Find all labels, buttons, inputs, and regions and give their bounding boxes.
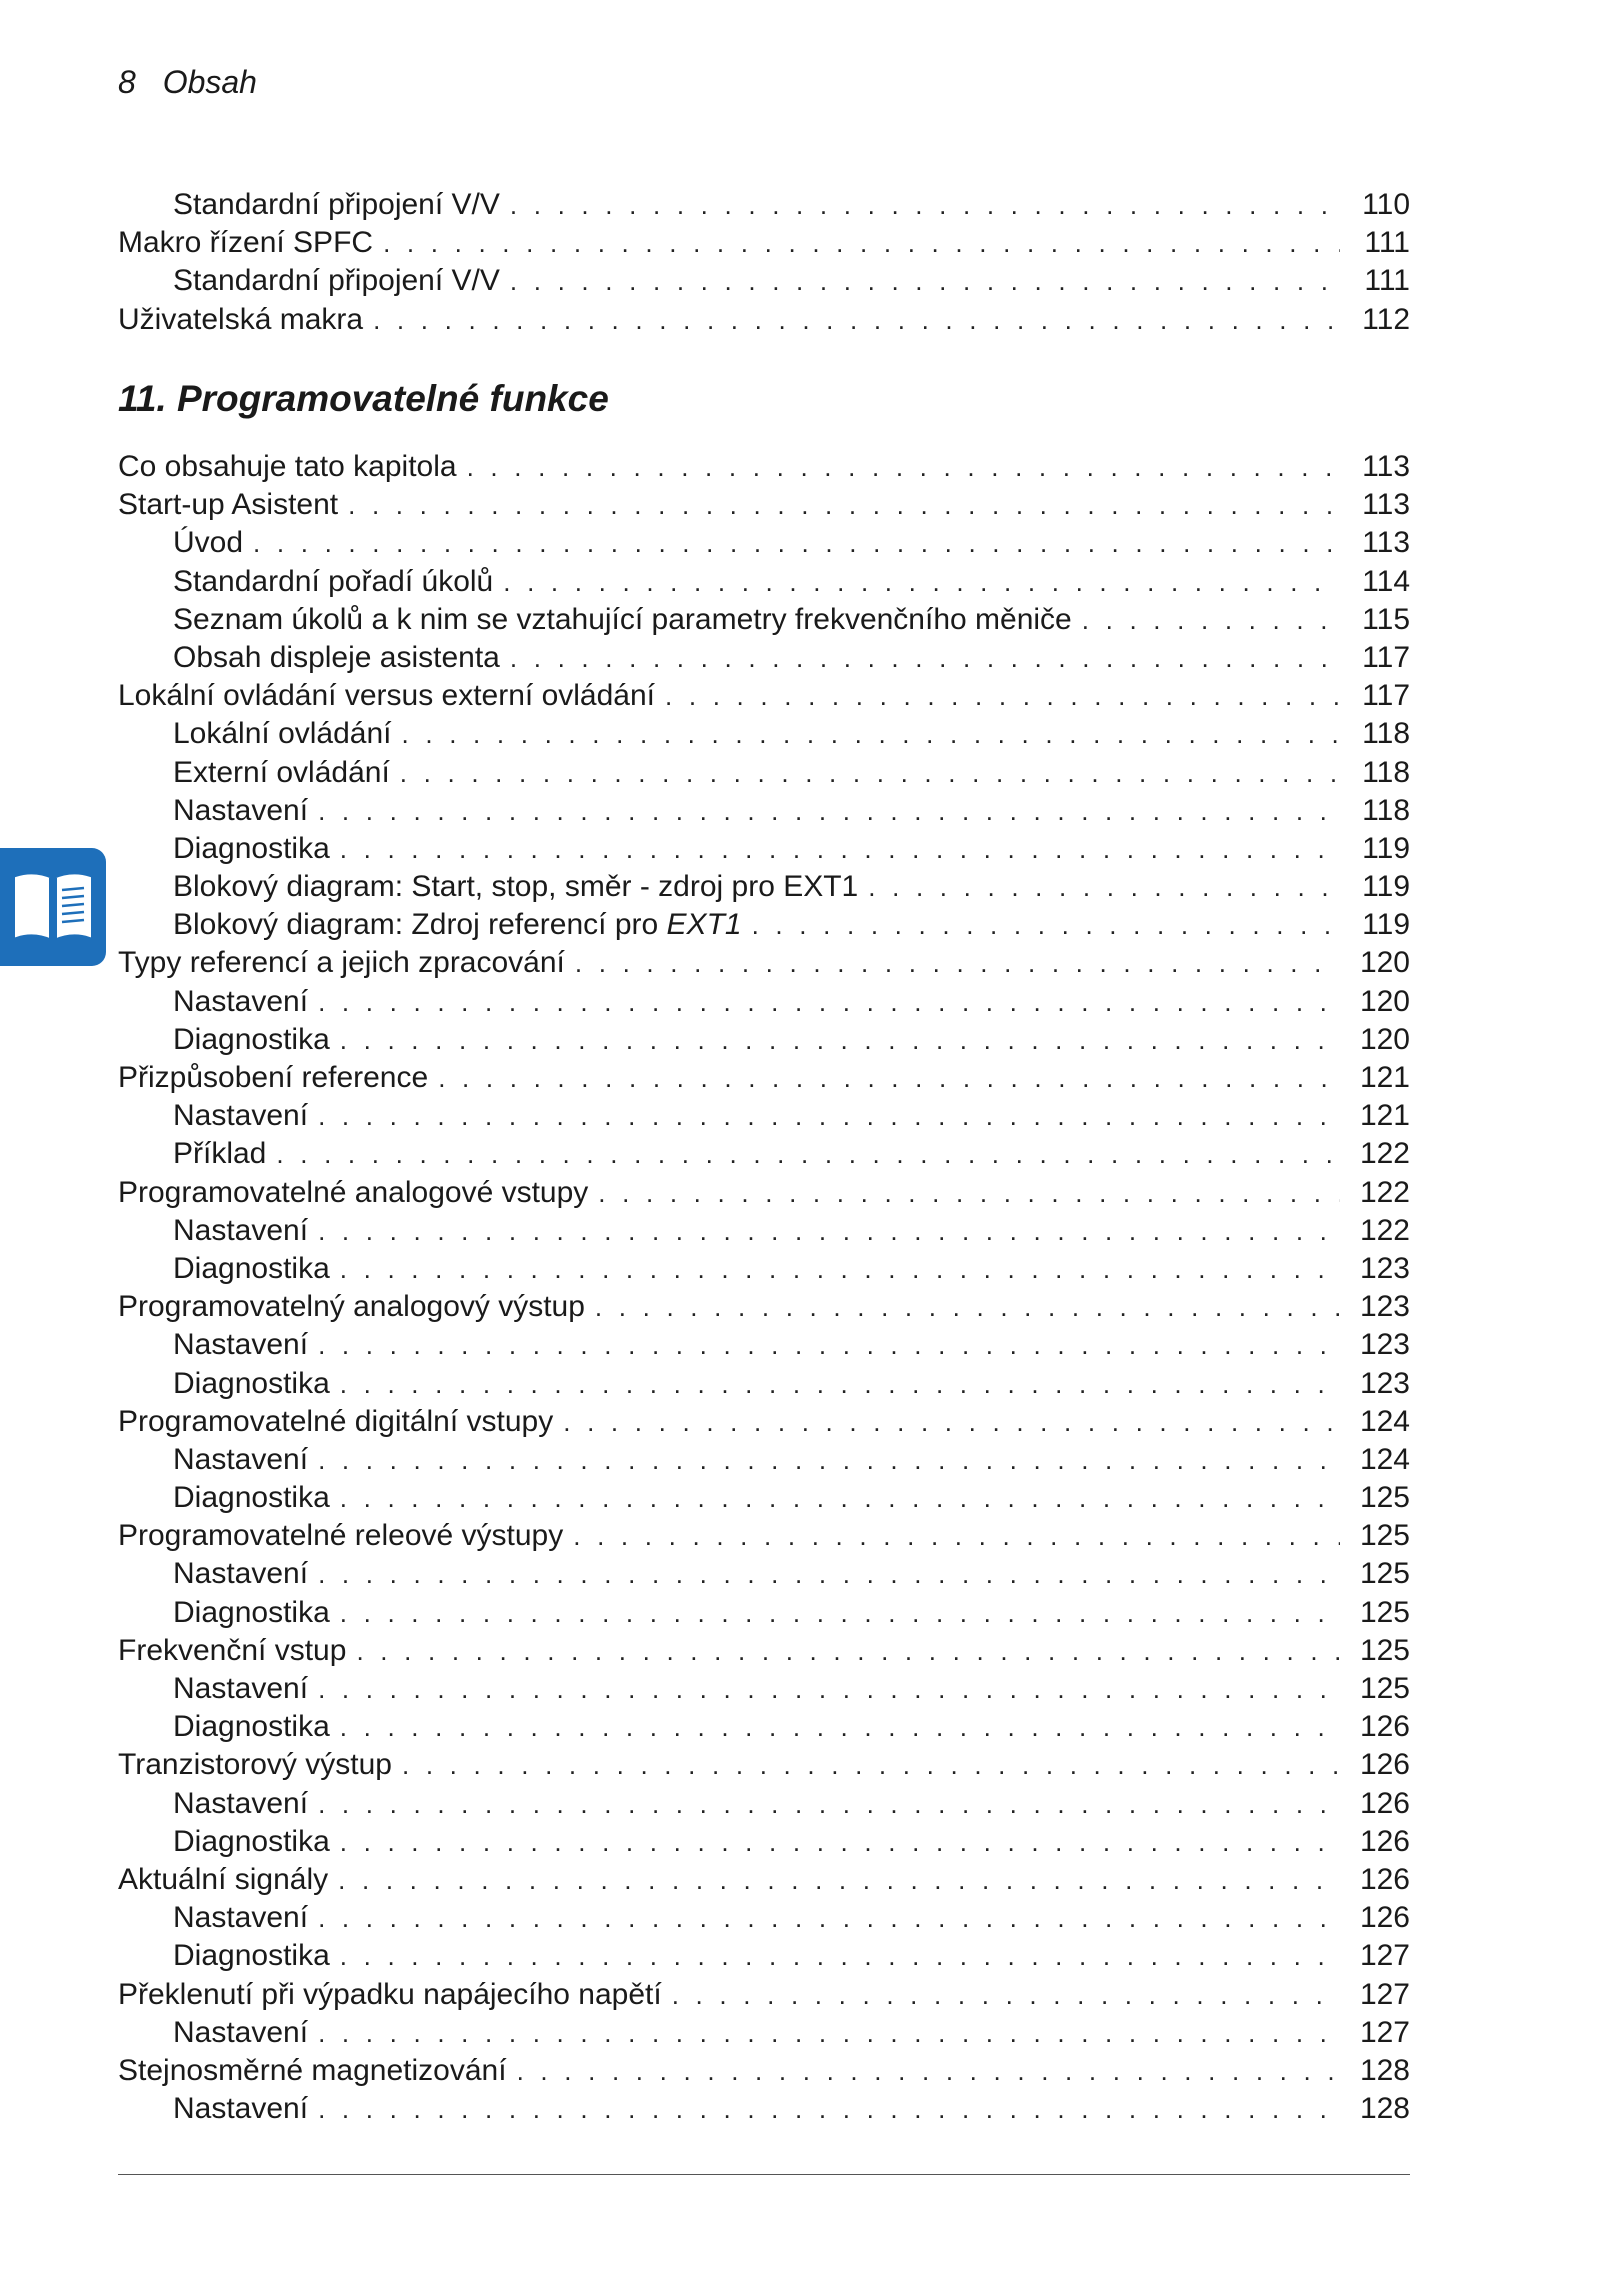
dot-leader — [348, 486, 1340, 524]
toc-entry-page: 122 — [1359, 1137, 1410, 1171]
dot-leader — [318, 1785, 1340, 1823]
toc-entry-title: Diagnostika — [173, 1366, 330, 1400]
dot-leader — [356, 1632, 1340, 1670]
toc-entry-title: Typy referencí a jejich zpracování — [118, 946, 565, 980]
toc-entry[interactable] — [118, 1632, 1410, 1670]
toc-entry-page: 113 — [1362, 450, 1410, 483]
toc-entry[interactable] — [118, 1135, 1410, 1173]
dot-leader — [318, 983, 1340, 1021]
toc-entry-title: Diagnostika — [173, 1595, 330, 1629]
toc-entry-title: Úvod — [173, 526, 244, 560]
toc-entry-page: 111 — [1364, 264, 1410, 298]
toc-entry-page: 112 — [1362, 302, 1410, 336]
toc-entry-title: Nastavení — [173, 984, 309, 1018]
dot-leader — [400, 754, 1340, 792]
toc-entry-page: 123 — [1359, 1251, 1410, 1285]
toc-entry[interactable] — [118, 2014, 1410, 2052]
toc-entry-title: Programovatelné releové výstupy — [118, 1519, 564, 1553]
dot-leader — [340, 1021, 1340, 1059]
toc-entry[interactable] — [118, 1670, 1410, 1708]
toc-entry[interactable] — [118, 1059, 1410, 1097]
dot-leader — [340, 830, 1340, 868]
toc-entry[interactable] — [118, 792, 1410, 830]
toc-entry-title: Diagnostika — [173, 1824, 330, 1858]
toc-entry-page: 113 — [1362, 488, 1410, 522]
toc-entry[interactable] — [118, 1021, 1410, 1059]
header-section: Obsah — [162, 64, 257, 100]
contents-tab[interactable] — [0, 848, 106, 966]
dot-leader — [467, 448, 1340, 486]
toc-entry-page: 119 — [1362, 831, 1410, 865]
toc-entry[interactable] — [118, 1174, 1410, 1212]
toc-entry-page: 117 — [1362, 679, 1410, 713]
dot-leader — [340, 1365, 1340, 1403]
dot-leader — [598, 1174, 1340, 1212]
toc-entry-title: Blokový diagram: Zdroj referencí pro EXT1 — [173, 908, 742, 942]
dot-leader — [340, 1594, 1340, 1632]
toc-entry[interactable] — [118, 1250, 1410, 1288]
toc-entry[interactable] — [118, 2052, 1410, 2090]
toc-entry-title: Programovatelné digitální vstupy — [118, 1404, 554, 1438]
toc-entry-page: 122 — [1359, 1175, 1410, 1209]
toc-entry-page: 111 — [1364, 226, 1410, 260]
toc-entry[interactable] — [118, 301, 1410, 339]
toc-entry[interactable] — [118, 1288, 1410, 1326]
toc-entry-page: 110 — [1362, 188, 1410, 221]
toc-entry-title: Nastavení — [173, 1557, 309, 1591]
toc-entry-page: 126 — [1359, 1824, 1410, 1858]
toc-entry-page: 125 — [1359, 1633, 1410, 1667]
dot-leader — [318, 1441, 1340, 1479]
toc-entry-page: 120 — [1359, 984, 1410, 1018]
toc-entry[interactable] — [118, 677, 1410, 715]
toc-entry[interactable] — [118, 1555, 1410, 1593]
toc-entry[interactable] — [118, 830, 1410, 868]
toc-entry-page: 125 — [1359, 1481, 1410, 1515]
toc-entry-title: Nastavení — [173, 2092, 309, 2126]
toc-entry[interactable] — [118, 1976, 1410, 2014]
toc-entry[interactable] — [118, 1785, 1410, 1823]
dot-leader — [340, 1823, 1340, 1861]
toc-entry[interactable] — [118, 1594, 1410, 1632]
toc-entry-title: Lokální ovládání — [173, 717, 392, 751]
dot-leader — [318, 1097, 1340, 1135]
toc-entry-page: 123 — [1359, 1328, 1410, 1362]
dot-leader — [318, 1212, 1340, 1250]
dot-leader — [402, 715, 1341, 753]
dot-leader — [672, 1976, 1340, 2014]
toc-entry-title: Nastavení — [173, 1901, 309, 1935]
toc-entry[interactable] — [118, 639, 1410, 677]
toc-entry[interactable] — [118, 486, 1410, 524]
toc-entry-title: Diagnostika — [173, 1939, 330, 1973]
toc-entry-page: 125 — [1359, 1557, 1410, 1591]
toc-entry-page: 126 — [1359, 1862, 1410, 1896]
toc-entry[interactable] — [118, 1708, 1410, 1746]
toc-entry-page: 127 — [1359, 2015, 1410, 2049]
dot-leader — [575, 944, 1340, 982]
toc-entry[interactable] — [118, 1365, 1410, 1403]
toc-entry-page: 122 — [1359, 1213, 1410, 1247]
toc-entry-page: 127 — [1359, 1939, 1410, 1973]
toc-entry-page: 120 — [1359, 1022, 1410, 1056]
toc-entry[interactable] — [118, 715, 1410, 753]
toc-entry-page: 128 — [1359, 2053, 1410, 2087]
toc-entry-page: 126 — [1359, 1710, 1410, 1744]
toc-entry-title: Standardní pořadí úkolů — [173, 564, 494, 598]
toc-entry-title: Příklad — [173, 1137, 267, 1171]
dot-leader — [510, 186, 1340, 224]
dot-leader — [318, 2090, 1340, 2128]
toc-entry[interactable] — [118, 224, 1410, 262]
dot-leader — [340, 1250, 1340, 1288]
toc-entry[interactable] — [118, 1097, 1410, 1135]
toc-entry-page: 123 — [1359, 1366, 1410, 1400]
dot-leader — [383, 224, 1340, 262]
toc-entry[interactable] — [118, 262, 1410, 300]
toc-entry-title: Programovatelný analogový výstup — [118, 1290, 585, 1324]
toc-entry-page: 113 — [1362, 526, 1410, 560]
toc-entry-title: Diagnostika — [173, 1710, 330, 1744]
toc-entry-title: Nastavení — [173, 1672, 309, 1705]
toc-entry[interactable] — [118, 906, 1410, 944]
dot-leader — [340, 1708, 1340, 1746]
dot-leader — [503, 563, 1340, 601]
dot-leader — [402, 1746, 1340, 1784]
dot-leader — [318, 1555, 1340, 1593]
toc-entry-page: 114 — [1362, 564, 1410, 598]
toc-entry-page: 118 — [1362, 755, 1410, 789]
dot-leader — [276, 1135, 1340, 1173]
toc-entry[interactable] — [118, 563, 1410, 601]
toc-previous-chapter — [118, 186, 1410, 339]
dot-leader — [338, 1861, 1340, 1899]
toc-entry-title: Překlenutí při výpadku napájecího napětí — [118, 1977, 662, 2011]
toc-entry-title: Makro řízení SPFC — [118, 226, 374, 260]
toc-entry-title: Externí ovládání — [173, 755, 390, 789]
toc-entry-page: 126 — [1359, 1901, 1410, 1935]
dot-leader — [868, 868, 1340, 906]
toc-entry-title: Uživatelská makra — [118, 302, 364, 336]
toc-entry-title: Diagnostika — [173, 1022, 330, 1056]
toc-entry-page: 119 — [1362, 870, 1410, 904]
dot-leader — [318, 1326, 1340, 1364]
toc-entry[interactable] — [118, 1746, 1410, 1784]
toc-chapter-entries — [118, 448, 1410, 2128]
dot-leader — [253, 524, 1340, 562]
toc-entry[interactable] — [118, 524, 1410, 562]
toc-entry-title: Nastavení — [173, 793, 309, 827]
toc-entry-page: 118 — [1362, 793, 1410, 827]
toc-entry-title: Stejnosměrné magnetizování — [118, 2053, 507, 2087]
toc-entry[interactable] — [118, 601, 1410, 639]
toc-entry[interactable] — [118, 1403, 1410, 1441]
toc-entry-page: 125 — [1359, 1595, 1410, 1629]
toc-entry-page: 117 — [1362, 640, 1410, 674]
toc-entry[interactable] — [118, 1937, 1410, 1975]
toc-entry-page: 115 — [1362, 602, 1410, 636]
toc-entry[interactable] — [118, 1899, 1410, 1937]
book-icon — [12, 868, 94, 946]
toc-entry[interactable] — [118, 983, 1410, 1021]
toc-entry-page: 119 — [1362, 908, 1410, 942]
toc-entry-page: 124 — [1359, 1442, 1410, 1476]
dot-leader — [318, 792, 1340, 830]
toc-entry[interactable] — [118, 1326, 1410, 1364]
toc-entry[interactable] — [118, 1441, 1410, 1479]
toc-entry-page: 118 — [1362, 717, 1410, 751]
toc-entry-page: 128 — [1359, 2092, 1410, 2126]
toc-entry-page: 127 — [1359, 1977, 1410, 2011]
toc-entry-page: 124 — [1359, 1404, 1410, 1438]
toc-entry[interactable] — [118, 448, 1410, 486]
dot-leader — [665, 677, 1340, 715]
toc-entry-title: Co obsahuje tato kapitola — [118, 450, 457, 483]
chapter-title: 11. Programovatelné funkce — [118, 378, 609, 419]
dot-leader — [318, 1670, 1340, 1708]
dot-leader — [340, 1479, 1340, 1517]
toc-entry-title: Nastavení — [173, 1442, 309, 1476]
dot-leader — [752, 906, 1340, 944]
dot-leader — [573, 1517, 1340, 1555]
toc-entry-title: Nastavení — [173, 1786, 309, 1820]
running-header — [118, 64, 257, 101]
toc-entry[interactable] — [118, 1517, 1410, 1555]
toc-entry-page: 125 — [1359, 1519, 1410, 1553]
toc-entry-title: Frekvenční vstup — [118, 1633, 347, 1667]
toc-entry-title: Obsah displeje asistenta — [173, 640, 500, 674]
dot-leader — [595, 1288, 1340, 1326]
toc-entry-page: 121 — [1359, 1061, 1410, 1094]
toc-entry[interactable] — [118, 944, 1410, 982]
toc-entry-title: Nastavení — [173, 2015, 309, 2049]
dot-leader — [517, 2052, 1340, 2090]
dot-leader — [438, 1059, 1340, 1097]
toc-entry-title: Start-up Asistent — [118, 488, 339, 522]
toc-entry-title: Nastavení — [173, 1213, 309, 1247]
toc-entry-title: Diagnostika — [173, 1251, 330, 1285]
toc-entry[interactable] — [118, 2090, 1410, 2128]
toc-entry-title: Programovatelné analogové vstupy — [118, 1175, 589, 1209]
dot-leader — [340, 1937, 1340, 1975]
toc-entry-title: Standardní připojení V/V — [173, 188, 500, 221]
dot-leader — [1082, 601, 1340, 639]
header-page-number: 8 — [118, 64, 136, 100]
toc-entry-title: Blokový diagram: Start, stop, směr - zdroj pro EXT1 — [173, 870, 859, 904]
toc-entry-title: Seznam úkolů a k nim se vztahující parametry frekvenčního měniče — [173, 602, 1072, 636]
toc-entry[interactable] — [118, 1479, 1410, 1517]
toc-entry[interactable] — [118, 1212, 1410, 1250]
toc-entry-page: 120 — [1359, 946, 1410, 980]
toc-entry-title: Standardní připojení V/V — [173, 264, 500, 298]
dot-leader — [318, 2014, 1340, 2052]
toc-entry-title: Nastavení — [173, 1328, 309, 1362]
toc-entry-page: 123 — [1359, 1290, 1410, 1324]
dot-leader — [563, 1403, 1340, 1441]
dot-leader — [373, 301, 1340, 339]
toc-entry-page: 121 — [1359, 1099, 1410, 1133]
toc-entry-title: Přizpůsobení reference — [118, 1061, 429, 1094]
toc-entry[interactable] — [118, 754, 1410, 792]
dot-leader — [510, 262, 1340, 300]
toc-entry-page: 125 — [1359, 1672, 1410, 1705]
dot-leader — [318, 1899, 1340, 1937]
toc-entry-page: 126 — [1359, 1786, 1410, 1820]
toc-entry[interactable] — [118, 1823, 1410, 1861]
toc-entry-title: Tranzistorový výstup — [118, 1748, 392, 1782]
dot-leader — [510, 639, 1340, 677]
toc-entry-page: 126 — [1359, 1748, 1410, 1782]
toc-entry-title: Nastavení — [173, 1099, 309, 1133]
toc-entry[interactable] — [118, 868, 1410, 906]
toc-entry-title: Diagnostika — [173, 1481, 330, 1515]
bottom-divider — [118, 2174, 1410, 2175]
toc-entry-title: Aktuální signály — [118, 1862, 329, 1896]
toc-entry[interactable] — [118, 186, 1410, 224]
toc-entry-title: Lokální ovládání versus externí ovládání — [118, 679, 655, 713]
toc-entry[interactable] — [118, 1861, 1410, 1899]
toc-entry-title: Diagnostika — [173, 831, 330, 865]
